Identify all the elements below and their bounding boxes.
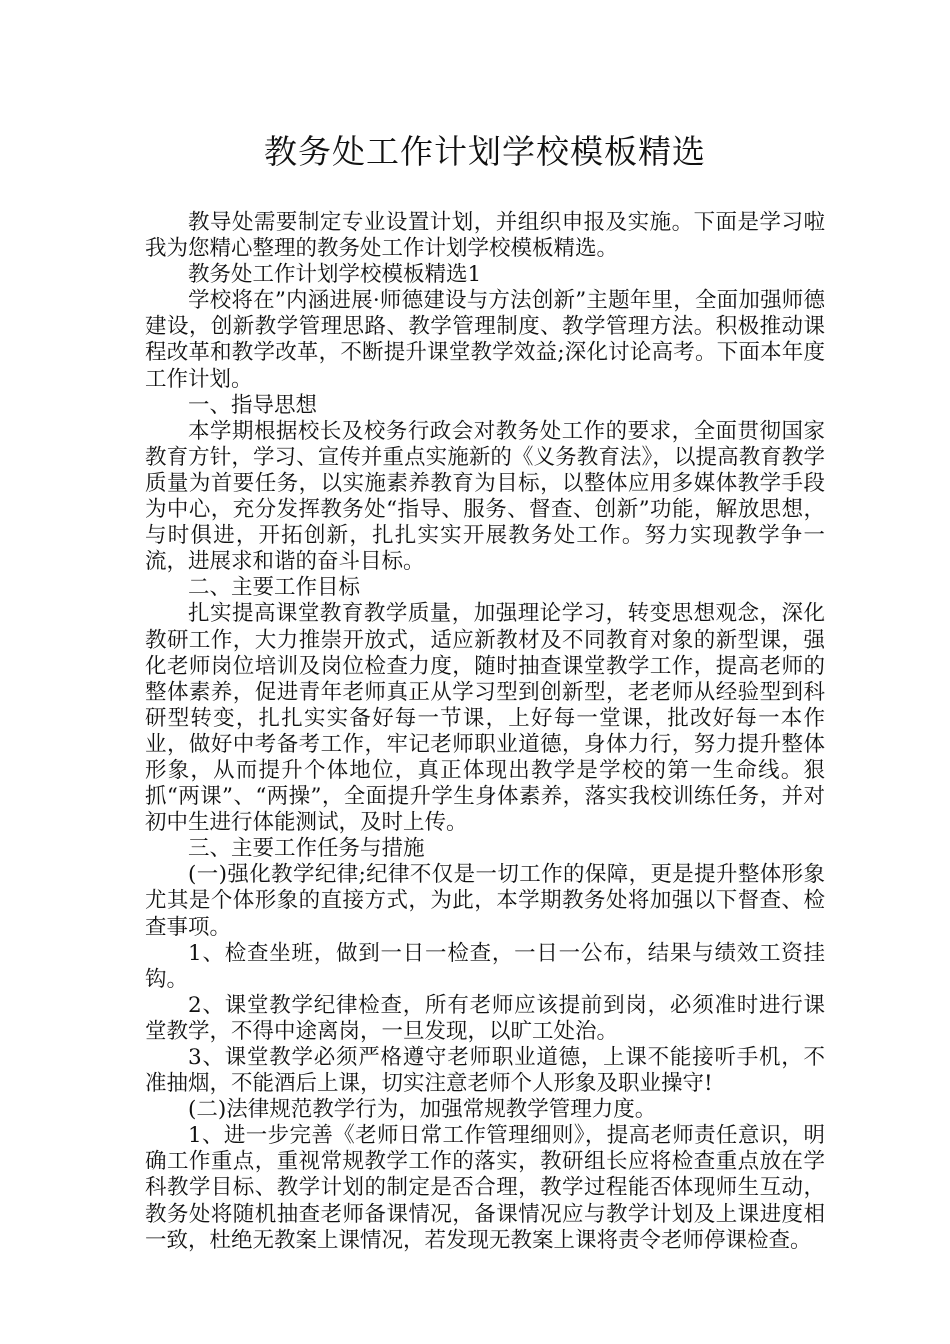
document-page	[145, 120, 825, 1254]
list-item: 3、课堂教学必须严格遵守老师职业道德，上课不能接听手机，不准抽烟，不能酒后上课，切实注意老师个人形象及职业操守!	[145, 1045, 825, 1097]
section-heading: 二、主要工作目标	[188, 575, 361, 601]
body-paragraph: 扎实提高课堂教育教学质量，加强理论学习，转变思想观念，深化教研工作，大力推崇开放式，适应新教材及不同教育对象的新型课，强化老师岗位培训及岗位检查力度，随时抽查课堂教学工作，提高老师的整体素养，促进青年老师真正从学习型到创新型，老老师从经验型到科研型转变，扎扎实实备好每一节课，上好每一堂课，批改好每一本作业，做好中考备考工作，牢记老师职业道德，身体力行，努力提升整体形象，从而提升个体地位，真正体现出教学是学校的第一生命线。狠抓“两课”、“两操”，全面提升学生身体素养，落实我校训练任务，并对初中生进行体能测试，及时上传。	[145, 601, 825, 836]
section-heading: 三、主要工作任务与措施	[188, 836, 425, 862]
body-paragraph: (一)强化教学纪律;纪律不仅是一切工作的保障，更是提升整体形象尤其是个体形象的直接方式，为此，本学期教务处将加强以下督查、检查事项。	[145, 862, 825, 940]
list-item: 1、检查坐班，做到一日一检查，一日一公布，结果与绩效工资挂钩。	[145, 940, 825, 992]
body-paragraph: 本学期根据校长及校务行政会对教务处工作的要求，全面贯彻国家教育方针，学习、宣传并重点实施新的《义务教育法》，以提高教育教学质量为首要任务，以实施素养教育为目标，以整体应用多媒体教学手段为中心，充分发挥教务处“指导、服务、督查、创新”功能，解放思想，与时俱进，开拓创新，扎扎实实开展教务处工作。努力实现教学争一流，进展求和谐的奋斗目标。	[145, 418, 825, 575]
intro-paragraph: 教导处需要制定专业设置计划，并组织申报及实施。下面是学习啦我为您精心整理的教务处工作计划学校模板精选。	[145, 210, 825, 262]
list-item: 1、进一步完善《老师日常工作管理细则》，提高老师责任意识，明确工作重点，重视常规教学工作的落实，教研组长应将检查重点放在学科教学目标、教学计划的制定是否合理，教学过程能否体现师生互动，教务处将随机抽查老师备课情况，备课情况应与教学计划及上课进度相一致，杜绝无教案上课情况，若发现无教案上课将责令老师停课检查。	[145, 1123, 825, 1253]
body-paragraph: 学校将在”内涵进展·师德建设与方法创新”主题年里，全面加强师德建设，创新教学管理思路、教学管理制度、教学管理方法。积极推动课程改革和教学改革，不断提升课堂教学效益;深化讨论高考。下面本年度工作计划。	[145, 288, 825, 392]
section-heading: 教务处工作计划学校模板精选1	[188, 262, 482, 288]
list-item: 2、课堂教学纪律检查，所有老师应该提前到岗，必须准时进行课堂教学，不得中途离岗，一旦发现，以旷工处治。	[145, 992, 825, 1044]
subsection-heading: (二)法律规范教学行为，加强常规教学管理力度。	[188, 1097, 657, 1123]
document-title: 教务处工作计划学校模板精选	[264, 132, 706, 171]
section-heading: 一、指导思想	[188, 392, 318, 418]
